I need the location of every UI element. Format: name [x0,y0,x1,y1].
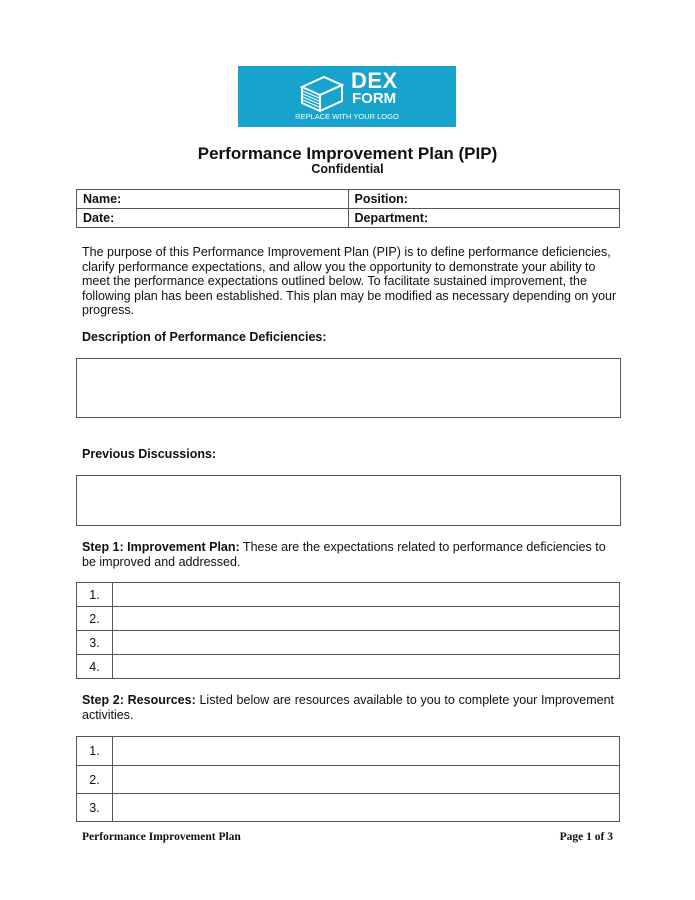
position-field[interactable]: Position: [348,190,620,209]
row-number: 2. [77,607,113,631]
step1-label: Step 1: Improvement Plan: [82,540,240,554]
department-field[interactable]: Department: [348,209,620,228]
footer-title: Performance Improvement Plan [82,831,241,843]
row-number: 3. [77,794,113,822]
page-title: Performance Improvement Plan (PIP) [197,144,498,163]
row-number: 4. [77,655,113,679]
row-number: 3. [77,631,113,655]
row-number: 2. [77,766,113,794]
name-field[interactable]: Name: [77,190,349,209]
step2-item-3[interactable] [113,794,620,822]
step2-item-1[interactable] [113,737,620,766]
page-number: Page 1 of 3 [559,831,613,843]
employee-info-table [76,189,620,228]
step1-description [82,540,622,570]
step1-item-2[interactable] [113,607,620,631]
date-field[interactable]: Date: [77,209,349,228]
intro-paragraph: The purpose of this Performance Improvement Plan (PIP) is to define performance deficiencies, clarify performance expectations, and allow you the opportunity to demonstrate your ability to meet the performance expectations outlined below. To facilitate sustained improvement, the following plan has been established. This plan may be modified as necessary depending on your progress. [82,245,617,317]
logo-text-dex: DEX [351,68,398,93]
step2-label: Step 2: Resources: [82,693,196,707]
step1-item-4[interactable] [113,655,620,679]
deficiencies-input-box[interactable] [76,358,621,418]
step1-table [76,582,620,679]
step2-item-2[interactable] [113,766,620,794]
step1-item-3[interactable] [113,631,620,655]
step1-text: These are the expectations related to performance deficiencies to be improved and addressed. [82,540,606,569]
logo-tagline: REPLACE WITH YOUR LOGO [295,112,399,121]
step2-table [76,736,620,822]
previous-discussions-heading: Previous Discussions: [82,447,217,461]
row-number: 1. [77,737,113,766]
deficiencies-heading: Description of Performance Deficiencies: [82,330,327,344]
page-subtitle: Confidential [311,162,384,176]
step2-description [82,693,614,723]
paper-stack-icon [298,73,346,113]
row-number: 1. [77,583,113,607]
company-logo [238,66,456,127]
step2-text: Listed below are resources available to you to complete your Improvement activities. [82,693,615,722]
logo-text-form: FORM [352,90,397,107]
previous-discussions-input-box[interactable] [76,475,621,526]
step1-item-1[interactable] [113,583,620,607]
